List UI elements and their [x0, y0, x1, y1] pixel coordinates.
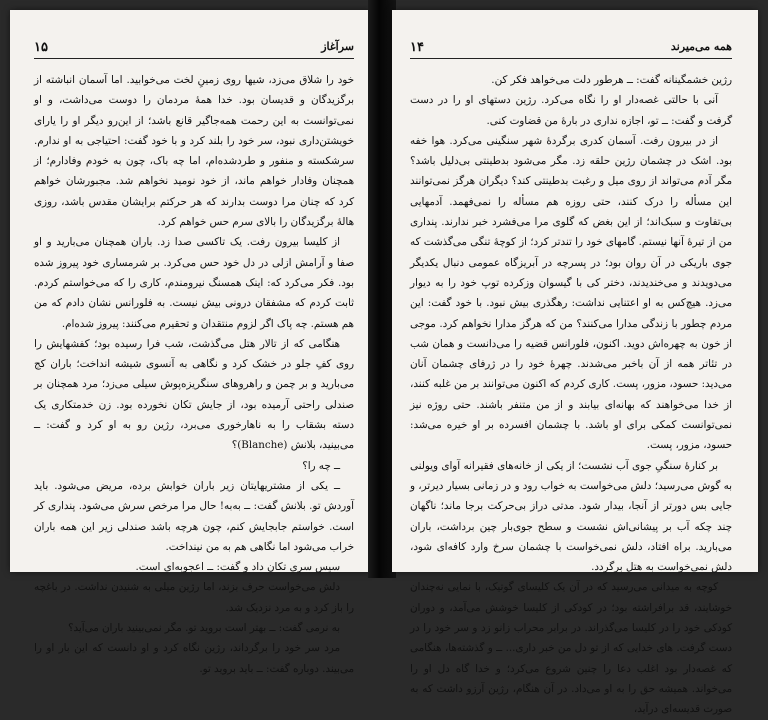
left-paragraph-1: خود را شلاق می‌زد، شیها روی زمینِ لخت می‌خوابید. اما آسمان انباشته از برگزیدگان و قدیسان بود. خدا همهٔ مردمان را دوست می‌داشت، و او نمی‌توانست به این رحمت همه‌جاگیر قانع باشد؛ از این‌رو دیگر او را یارای خویشتن‌داری نبود، سر خود را بلند کرد و با خود گفت: احتیاجی به او ندارم. سرشکسته و منفور و طردشده‌ام، اما چه باک، چون به خودم وفادارم؛ از همچنان وفادار خواهم ماند، از خود نومید نخواهم شد. مجبورشان خواهم کرد که چنان مرا دوست بدارند که هر حرکتم برایشان مقدس باشد، روزی هالهٔ برگزیدگان را بالای سرم حس خواهم کرد.: [34, 74, 354, 229]
left-running-title: سرآغاز: [321, 40, 354, 53]
left-paragraph-8: به نرمی گفت: ــ بهتر است بروید تو. مگر نمی‌بینید باران می‌آید؟: [68, 622, 340, 635]
left-page: [10, 10, 372, 675]
right-running-title: همه می‌میرند: [670, 40, 732, 53]
right-paragraph-4: بر کنارهٔ سنگیِ جوی آب نشست؛ از یکی از خانه‌های فقیرانه آوای ویولنی به گوش می‌رسید؛ دلش می‌خواست به خواب رود و در زمانی بسیار دیرتر، و جایی بس دورتر از آنجا، بیدار شود. مدتی دراز بی‌حرکت برجا ماند؛ ناگهان چند چکه آب بر پیشانی‌اش نشست و سطح جوی‌بار چین برداشت، باران می‌بارید. براه افتاد، دلش نمی‌خواست با چشمان سرخ وارد کافه‌ای شود، دلش نمی‌خواست به هتل برگردد.: [410, 459, 732, 574]
right-page: [392, 10, 758, 716]
left-paragraph-5: ــ یکی از مشتریهایتان زیر باران خوابش برده، مریض می‌شود. باید آوردش تو. بلانش گفت: ــ به‌به! حال مرا مرخص سرش می‌شود. پنداری کر است. خواستم جابجایش کنم، چون هرچه باشد صندلی زیر این همه باران خراب می‌شود اما نگاهی هم به من نینداخت.: [34, 479, 354, 553]
left-header-rule: [34, 58, 354, 59]
right-paragraph-3: از در بیرون رفت. آسمان کدری برگردهٔ شهر سنگینی می‌کرد. هوا خفه بود. اشک در چشمان رژین حلقه زد. مگر می‌شود بدطینتی بی‌دلیل باشد؟ مگر آدم می‌تواند از روی میل و رغبت بدطینتی کند؟ دیگران هرگز نمی‌توانند این مسأله را درک کنند، حتی روزه هم مسأله را نمی‌فهمد. آدمهایی بی‌تفاوت و سبک‌اند؛ از این بغض که گلوی مرا می‌فشرد خبر ندارند. پنداری من از تیرهٔ آنها نیستم. گامهای خود را تند‌تر کرد؛ از کوچهٔ تنگی می‌گذشت که جوی باریکی در آن روان بود؛ در پسرچه در آبریزگاه عمومی دنبال یکدیگر می‌دویدند و می‌خندیدند، دختر کی با گیسوان وزکرده توپ خود را به دیوار می‌زد. هیچ‌کس به او اعتنایی نداشت: رهگذری بیش نبود. با خود گفت: این مردم چطور با زندگی مدارا می‌کنند؟ من که هرگز مدارا نخواهم کرد. موجی از خون به چهره‌اش دوید. اکنون، فلورانس قضیه را می‌دانست و همان شب در تئاتر همه از آن باخبر می‌شدند. چهرهٔ خود را در ژرفای چشمان آنان می‌دید: حسود، مزور، پست. کاری کردم که اکنون می‌توانند بر من غلبه کنند، از خدا می‌خواهند که بهانه‌ای بیابند و از من متنفر باشند. حتی روژه نیز نمی‌توانست کمکی برای او باشد. با چشمان افسرده بر او خیره می‌شد: حسود، مزور، پست.: [410, 134, 732, 452]
right-paragraph-1: رژین خشمگینانه گفت: ــ هرطور دلت می‌خواهد فکر کن.: [491, 74, 732, 86]
left-paragraph-9: مرد سر خود را برگرداند، رژین نگاه کرد و او دانست که این بار او را می‌بیند. دوباره گفت: ــ باید بروید تو.: [34, 642, 354, 675]
left-paragraph-6: سپس سری تکان داد و گفت: ــ اعجوبه‌ای است.: [135, 561, 340, 574]
left-paragraph-7: دلش می‌خواست حرف بزند، اما رژین میلی به شنیدن نداشت. در باغچه را باز کرد و به مرد نزدیک شد.: [34, 581, 354, 614]
left-page-number: ۱۵: [34, 40, 48, 55]
right-page-number: ۱۴: [410, 40, 424, 55]
left-paragraph-2: از کلیسا بیرون رفت. یک تاکسی صدا زد. باران همچنان می‌بارید و او صفا و آرامش ازلی در دل خود حس می‌کرد. بر شرمساری خود پیروز شده بود. فکر می‌کرد که: اینک همسنگ نیرومندم، کاری را که می‌خواستم کردم. ثابت کردم که مشفقان درونی بیش نیست. به فلورانس نشان دادم که من هم هستم. چه پاک اگر لزوم منتقدان و تحقیرم می‌کنند: پیروز شده‌ام.: [34, 236, 354, 330]
right-paragraph-2: آنی با حالتی غصه‌دار او را نگاه می‌کرد. رژین دستهای او را در دست گرفت و گفت: ــ تو، اجازه نداری در بارهٔ من قضاوت کنی.: [410, 94, 732, 127]
right-page-body: [410, 70, 732, 720]
right-paragraph-5: کوچه به میدانی می‌رسید که در آن یک کلیسای گوتیک، با نمایی نه‌چندان خوشایند، قد برافراشته بود؛ در کودکی از کلیسا خوشش می‌آمد، و دوران کودکی خود را در کلیسا می‌گذراند. در برابر محراب زانو زد و سر خود را در دست گرفت. های خدایی که از تو دل من خبر داری... ــ و گذشته‌ها، هنگامی که غصه‌دار بود اغلب دعا را چنین شروع می‌کرد؛ و خدا گاه دل او را می‌خواند. همیشه حق را به او می‌داد. در آن هنگام، رژین آرزو داشت که به صورت قدیسه‌ای درآید،: [410, 581, 732, 716]
left-paragraph-3: هنگامی که از تالار هتل می‌گذشت، شب فرا رسیده بود؛ کفشهایش را روی کفِ جلو در خشک کرد و نگاهی به آنسوی شیشه انداخت؛ باران کج می‌بارید و بر چمن و راهروهای سنگریزه‌پوش سیلی می‌زد؛ مرد همچنان بر صندلی راحتی آرمیده بود، از جایش تکان نخورده بود. زن خدمتکاری یک دسته بشقاب را به ناهارخوری می‌برد، رژین رو به او کرد و گفت: ــ می‌بینید، بلانش (Blanche)؟: [34, 337, 354, 452]
left-paragraph-4: ــ چه را؟: [302, 459, 340, 472]
right-header-rule: [410, 58, 732, 59]
left-page-body: [34, 70, 354, 679]
